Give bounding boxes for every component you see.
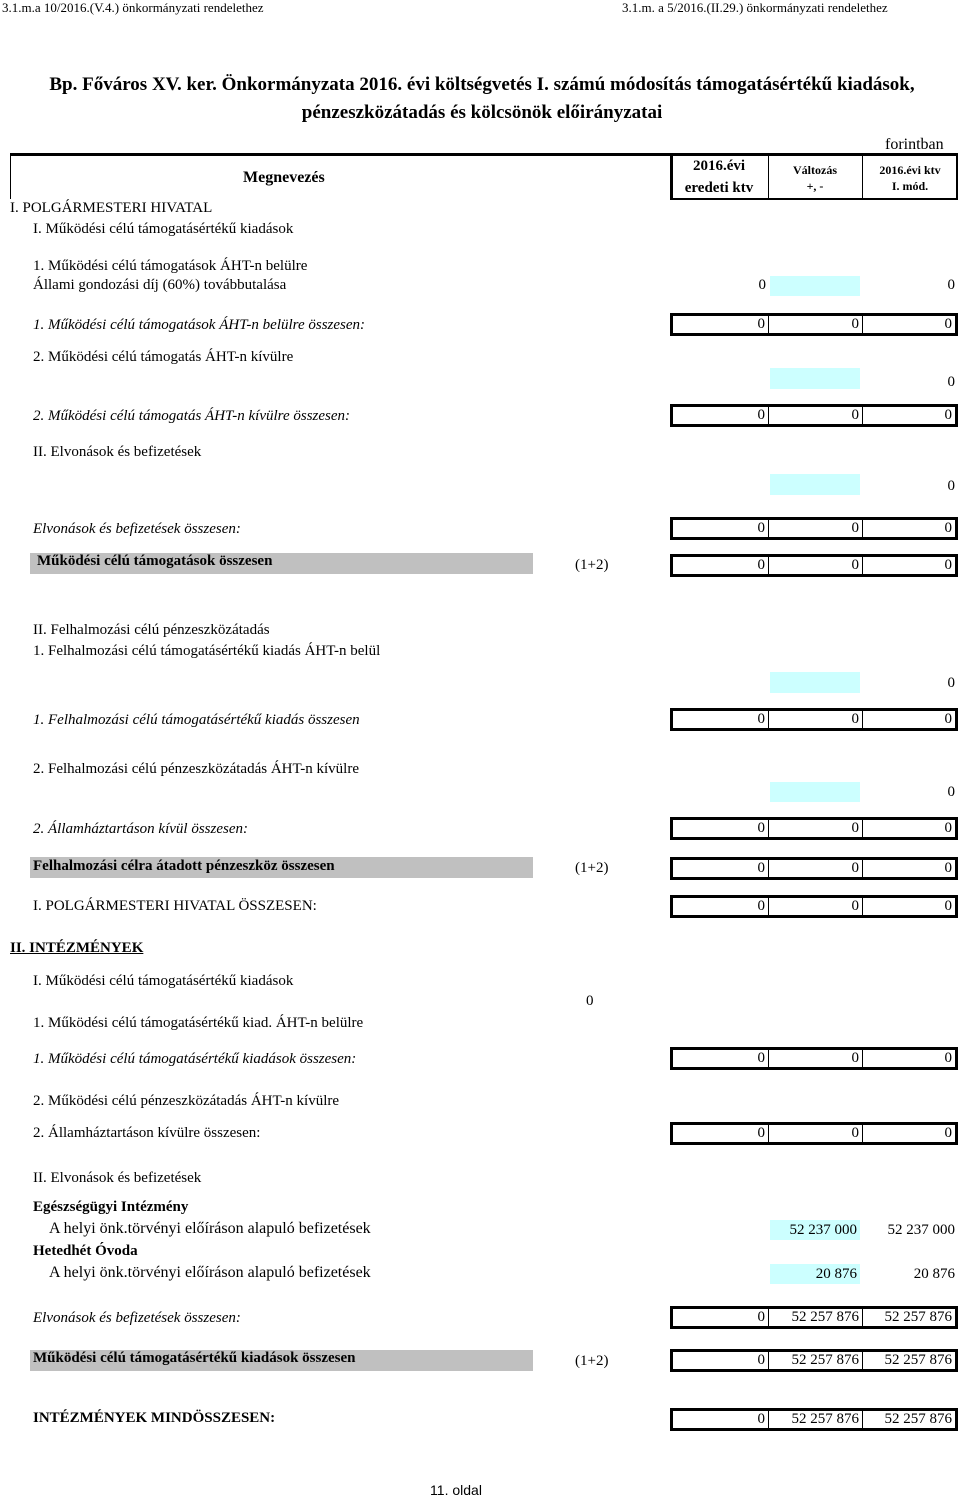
column-header-modified-sub: I. mód. <box>891 179 929 193</box>
total-box <box>670 1349 958 1372</box>
value-original: 0 <box>757 820 765 836</box>
value-original: 0 <box>758 277 766 293</box>
value-modified: 0 <box>947 784 955 800</box>
value-modified: 0 <box>862 557 955 574</box>
subsection-title: II. Felhalmozási célú pénzeszközátadás <box>33 622 270 638</box>
total-box <box>670 857 958 880</box>
right-reference: 3.1.m. a 5/2016.(II.29.) önkormányzati rendelethez <box>622 0 888 15</box>
value-modified: 0 <box>947 478 955 494</box>
summary-label: Működési célú támogatások összesen <box>37 553 273 569</box>
document-title-line2: pénzeszközátadás és kölcsönök előirányzatai <box>301 102 663 123</box>
subsection-title: I. Működési célú támogatásértékű kiadások <box>33 973 294 989</box>
input-cell[interactable] <box>770 368 860 389</box>
value-modified: 0 <box>862 898 955 915</box>
value-modified: 0 <box>862 820 955 837</box>
subtotal-label: 2. Államháztartáson kívülre összesen: <box>33 1125 261 1141</box>
column-header-modified: 2016.évi ktv <box>879 163 941 177</box>
value-modified: 0 <box>947 675 955 691</box>
group-title: 1. Működési célú támogatások ÁHT-n belülre <box>33 258 308 274</box>
formula-label: (1+2) <box>575 557 609 573</box>
input-cell[interactable] <box>770 474 860 495</box>
value-modified: 0 <box>862 316 955 333</box>
subtotal-label: 1. Működési célú támogatások ÁHT-n belülre összesen: <box>33 317 366 333</box>
column-header-change-sub: +, - <box>806 179 824 193</box>
value-change: 0 <box>768 711 862 728</box>
group-title: 1. Működési célú támogatásértékű kiad. ÁHT-n belülre <box>33 1015 364 1031</box>
value-change: 0 <box>768 520 862 537</box>
institution-name: Hetedhét Óvoda <box>33 1243 138 1259</box>
formula-label: (1+2) <box>575 1353 609 1369</box>
row-label: A helyi önk.törvényi előíráson alapuló befizetések <box>49 1264 371 1281</box>
value-original: 0 <box>757 316 765 332</box>
value-modified: 52 237 000 <box>887 1222 955 1238</box>
value-modified: 52 257 876 <box>862 1411 955 1428</box>
total-box <box>670 1408 958 1431</box>
group-title: 1. Felhalmozási célú támogatásértékű kiadás ÁHT-n belül <box>33 643 381 659</box>
input-cell[interactable] <box>770 782 860 802</box>
column-header-change: Változás <box>793 163 837 177</box>
value-original: 0 <box>757 520 765 536</box>
total-box <box>670 554 958 577</box>
unit-label: forintban <box>885 136 944 153</box>
value-change: 0 <box>768 820 862 837</box>
section-title: I. POLGÁRMESTERI HIVATAL <box>10 200 213 216</box>
value-modified: 0 <box>862 711 955 728</box>
total-box <box>670 1306 958 1329</box>
column-header-original-sub: eredeti ktv <box>684 180 754 196</box>
subtotal-label: 2. Működési célú támogatás ÁHT-n kívülre összesen: <box>33 408 351 424</box>
input-cell[interactable]: 20 876 <box>770 1264 860 1284</box>
value-original: 0 <box>757 898 765 914</box>
total-box <box>670 313 958 336</box>
summary-label: Felhalmozási célra átadott pénzeszköz összesen <box>33 858 335 874</box>
value-modified: 52 257 876 <box>862 1309 955 1326</box>
total-box <box>670 895 958 918</box>
subsection-title: I. Működési célú támogatásértékű kiadások <box>33 221 294 237</box>
value-original: 0 <box>757 860 765 876</box>
input-cell[interactable] <box>770 672 860 693</box>
value-original: 0 <box>757 1309 765 1325</box>
value-modified: 0 <box>862 1050 955 1067</box>
value-change: 0 <box>768 1125 862 1142</box>
value-modified: 0 <box>947 374 955 390</box>
value-original: 0 <box>757 407 765 423</box>
value-change: 0 <box>768 898 862 915</box>
value-original: 0 <box>757 557 765 573</box>
page-number: 11. oldal <box>430 1482 482 1498</box>
value-original: 0 <box>757 1125 765 1141</box>
total-box <box>670 404 958 427</box>
column-header-name: Megnevezés <box>243 169 325 186</box>
value-modified: 0 <box>862 860 955 877</box>
total-box <box>670 1047 958 1070</box>
note-value: 0 <box>586 993 594 1009</box>
subsection-title: II. Elvonások és befizetések <box>33 1170 202 1186</box>
row-label: Állami gondozási díj (60%) továbbutalása <box>33 277 287 293</box>
group-title: 2. Felhalmozási célú pénzeszközátadás ÁHT-n kívülre <box>33 761 360 777</box>
value-change: 52 257 876 <box>768 1352 862 1369</box>
subtotal-label: 2. Államháztartáson kívül összesen: <box>33 821 248 837</box>
subtotal-label: 1. Működési célú támogatásértékű kiadások összesen: <box>33 1051 357 1067</box>
row-label: A helyi önk.törvényi előíráson alapuló befizetések <box>49 1220 371 1237</box>
subtotal-label: Elvonások és befizetések összesen: <box>33 1310 241 1326</box>
value-original: 0 <box>757 1352 765 1368</box>
grand-total-label: I. POLGÁRMESTERI HIVATAL ÖSSZESEN: <box>33 898 317 914</box>
value-change: 0 <box>768 1050 862 1067</box>
total-box <box>670 517 958 540</box>
value-modified: 0 <box>862 1125 955 1142</box>
left-reference: 3.1.m.a 10/2016.(V.4.) önkormányzati rendelethez <box>2 0 264 15</box>
value-change: 0 <box>768 557 862 574</box>
total-box <box>670 817 958 840</box>
group-title: 2. Működési célú támogatás ÁHT-n kívülre <box>33 349 294 365</box>
input-cell[interactable]: 52 237 000 <box>770 1220 860 1240</box>
value-original: 0 <box>757 1050 765 1066</box>
value-change: 52 257 876 <box>768 1411 862 1428</box>
summary-label: Működési célú támogatásértékű kiadások összesen <box>33 1350 356 1366</box>
header-left-rule <box>10 153 11 199</box>
value-modified: 0 <box>862 520 955 537</box>
total-box <box>670 1122 958 1145</box>
formula-label: (1+2) <box>575 860 609 876</box>
value-change: 0 <box>768 860 862 877</box>
input-cell[interactable] <box>770 276 860 296</box>
value-original: 0 <box>757 1411 765 1427</box>
section-title: II. INTÉZMÉNYEK <box>10 940 144 956</box>
group-title: II. Elvonások és befizetések <box>33 444 202 460</box>
group-title: 2. Működési célú pénzeszközátadás ÁHT-n kívülre <box>33 1093 340 1109</box>
value-modified: 20 876 <box>913 1266 955 1282</box>
value-modified: 0 <box>947 277 955 293</box>
value-change: 0 <box>768 316 862 333</box>
value-modified: 0 <box>862 407 955 424</box>
value-change: 52 257 876 <box>768 1309 862 1326</box>
total-box <box>670 708 958 731</box>
grand-total-label: INTÉZMÉNYEK MINDÖSSZESEN: <box>33 1410 276 1426</box>
value-original: 0 <box>757 711 765 727</box>
subtotal-label: Elvonások és befizetések összesen: <box>33 521 241 537</box>
value-change: 0 <box>768 407 862 424</box>
document-title-line1: Bp. Főváros XV. ker. Önkormányzata 2016. évi költségvetés I. számú módosítás támogatásértékű kiadások, <box>49 74 915 95</box>
value-modified: 52 257 876 <box>862 1352 955 1369</box>
institution-name: Egészségügyi Intézmény <box>33 1199 189 1215</box>
subtotal-label: 1. Felhalmozási célú támogatásértékű kiadás összesen <box>33 712 360 728</box>
column-header-original: 2016.évi <box>692 158 746 174</box>
